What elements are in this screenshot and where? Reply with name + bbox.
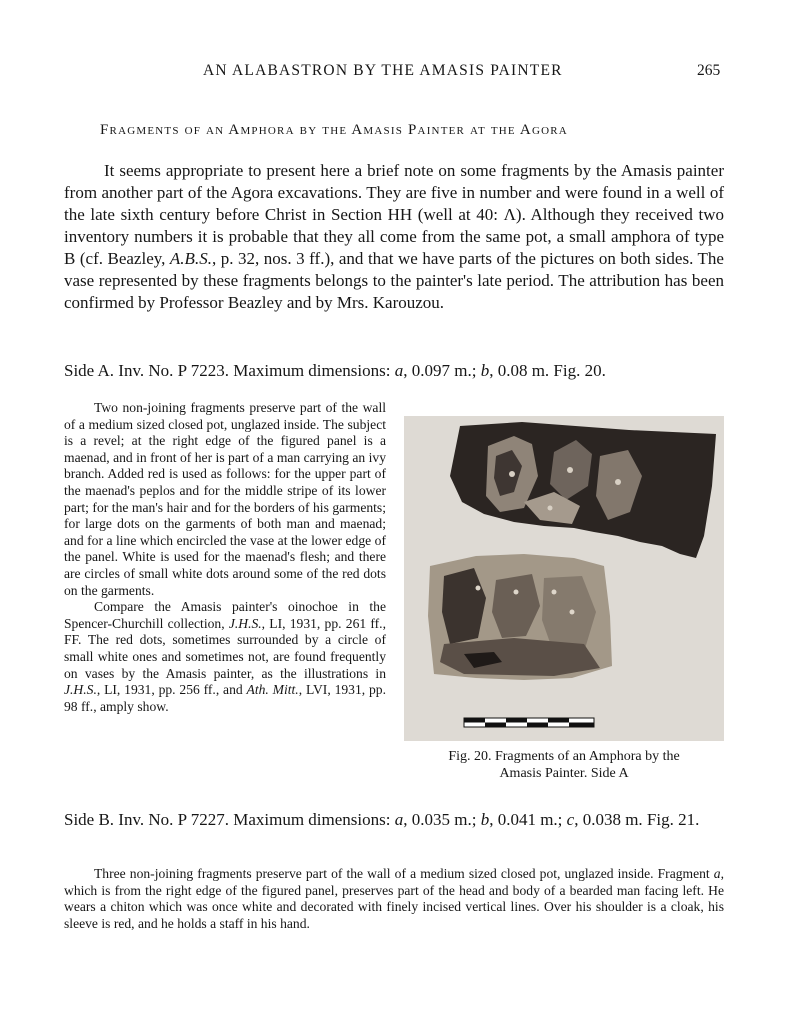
side-a-paragraph-1: Two non-joining fragments preserve part of the wall of a medium sized closed pot, unglazed inside. The subject is a revel; at the right edge of the figured panel is a maenad, and in front of her is part of a man carrying an ivy branch. Added red is used as follows: for the upper part of the maenad's peplos and for the middle stripe of its lower part; for the man's hair and for the borders of his garments; for large dots on the garments of both man and maenad; and for a line which encircled the vase at the lower edge of the panel. White is used for the maenad's flesh; and there are circles of small white dots around some of the red dots on the garments. <box>64 400 386 598</box>
side-a-dim-b-letter: b <box>480 361 490 380</box>
side-b-text-a: Three non-joining fragments preserve part of the wall of a medium sized closed pot, unglazed inside. Fragment <box>94 866 714 881</box>
caption-line-1: Fig. 20. Fragments of an Amphora by the <box>448 749 680 764</box>
side-b-heading <box>64 809 726 831</box>
side-a-paragraph-2 <box>64 599 386 715</box>
side-b-dim-a-value: , 0.035 m.; <box>403 810 481 829</box>
side-a-para2-text-c: , LI, 1931, pp. 256 ff., and <box>96 682 247 698</box>
caption-line-2: Amasis Painter. Side A <box>499 766 629 781</box>
section-heading: Fragments of an Amphora by the Amasis Painter at the Agora <box>100 122 568 138</box>
side-b-dim-c-letter: c <box>566 810 575 829</box>
side-a-heading <box>64 360 726 382</box>
running-title: AN ALABASTRON BY THE AMASIS PAINTER <box>203 62 563 79</box>
side-b-dim-b-letter: b <box>480 810 490 829</box>
side-a-para2-text-b: , LI, 1931, pp. 261 ff., FF. The red dots, sometimes surrounded by a circle of small white ones and sometimes not, are found frequently on vases by the Amasis painter, as the illustrations in <box>64 615 386 681</box>
side-a-dim-b-value: , 0.08 m. Fig. 20. <box>489 361 606 380</box>
side-b-dim-a-letter: a <box>394 810 404 829</box>
side-a-dim-a-letter: a <box>394 361 404 380</box>
figure-caption <box>404 748 724 782</box>
side-b-description <box>64 866 724 932</box>
side-a-para2-text-a: Compare the Amasis painter's oinochoe in the Spencer-Churchill collection, <box>64 599 386 631</box>
side-b-dim-c-value: , 0.038 m. Fig. 21. <box>574 810 700 829</box>
intro-text-2: , p. 32, nos. 3 ff.), and that we have parts of the pictures on both sides. The vase represented by these fragments belongs to the painter's late period. The attribution has been confirmed by Professor Beazley and by Mrs. Karouzou. <box>64 249 724 312</box>
side-a-heading-text: Side A. Inv. No. P 7223. Maximum dimensions: <box>64 361 395 380</box>
intro-text-1: It seems appropriate to present here a brief note on some fragments by the Amasis painter from another part of the Agora excavations. They are five in number and were found in a well of the late sixth century before Christ in Section HH (well at 40: Λ). Although they received two inventory numbers it is probable that they all come from the same pot, a small amphora of type B (cf. Beazley, <box>64 161 724 268</box>
side-b-text-b: , which is from the right edge of the figured panel, preserves part of the head and body of a bearded man facing left. He wears a chiton which was once white and decorated with finely incised vertical lines. Over his shoulder is a cloak, his sleeve is red, and he holds a staff in his hand. <box>64 866 724 931</box>
ref-jhs-1: J.H.S. <box>228 615 262 631</box>
side-a-para2-text-d: , LVI, 1931, pp. 98 ff., amply show. <box>64 682 386 714</box>
figure-20-photo <box>404 416 724 741</box>
side-b-fragment-letter: a <box>713 866 721 881</box>
side-a-description <box>64 400 386 715</box>
ref-ath-mitt: Ath. Mitt. <box>246 682 299 698</box>
amphora-fragments-illustration <box>404 416 724 741</box>
scale-bar <box>464 718 594 727</box>
intro-paragraph <box>64 160 724 314</box>
ref-abs: A.B.S. <box>169 249 212 268</box>
running-head <box>0 62 787 84</box>
side-b-dim-b-value: , 0.041 m.; <box>489 810 567 829</box>
side-a-dim-a-value: , 0.097 m.; <box>403 361 481 380</box>
ref-jhs-2: J.H.S. <box>64 682 97 698</box>
page-number: 265 <box>697 62 721 79</box>
side-b-heading-text: Side B. Inv. No. P 7227. Maximum dimensions: <box>64 810 395 829</box>
